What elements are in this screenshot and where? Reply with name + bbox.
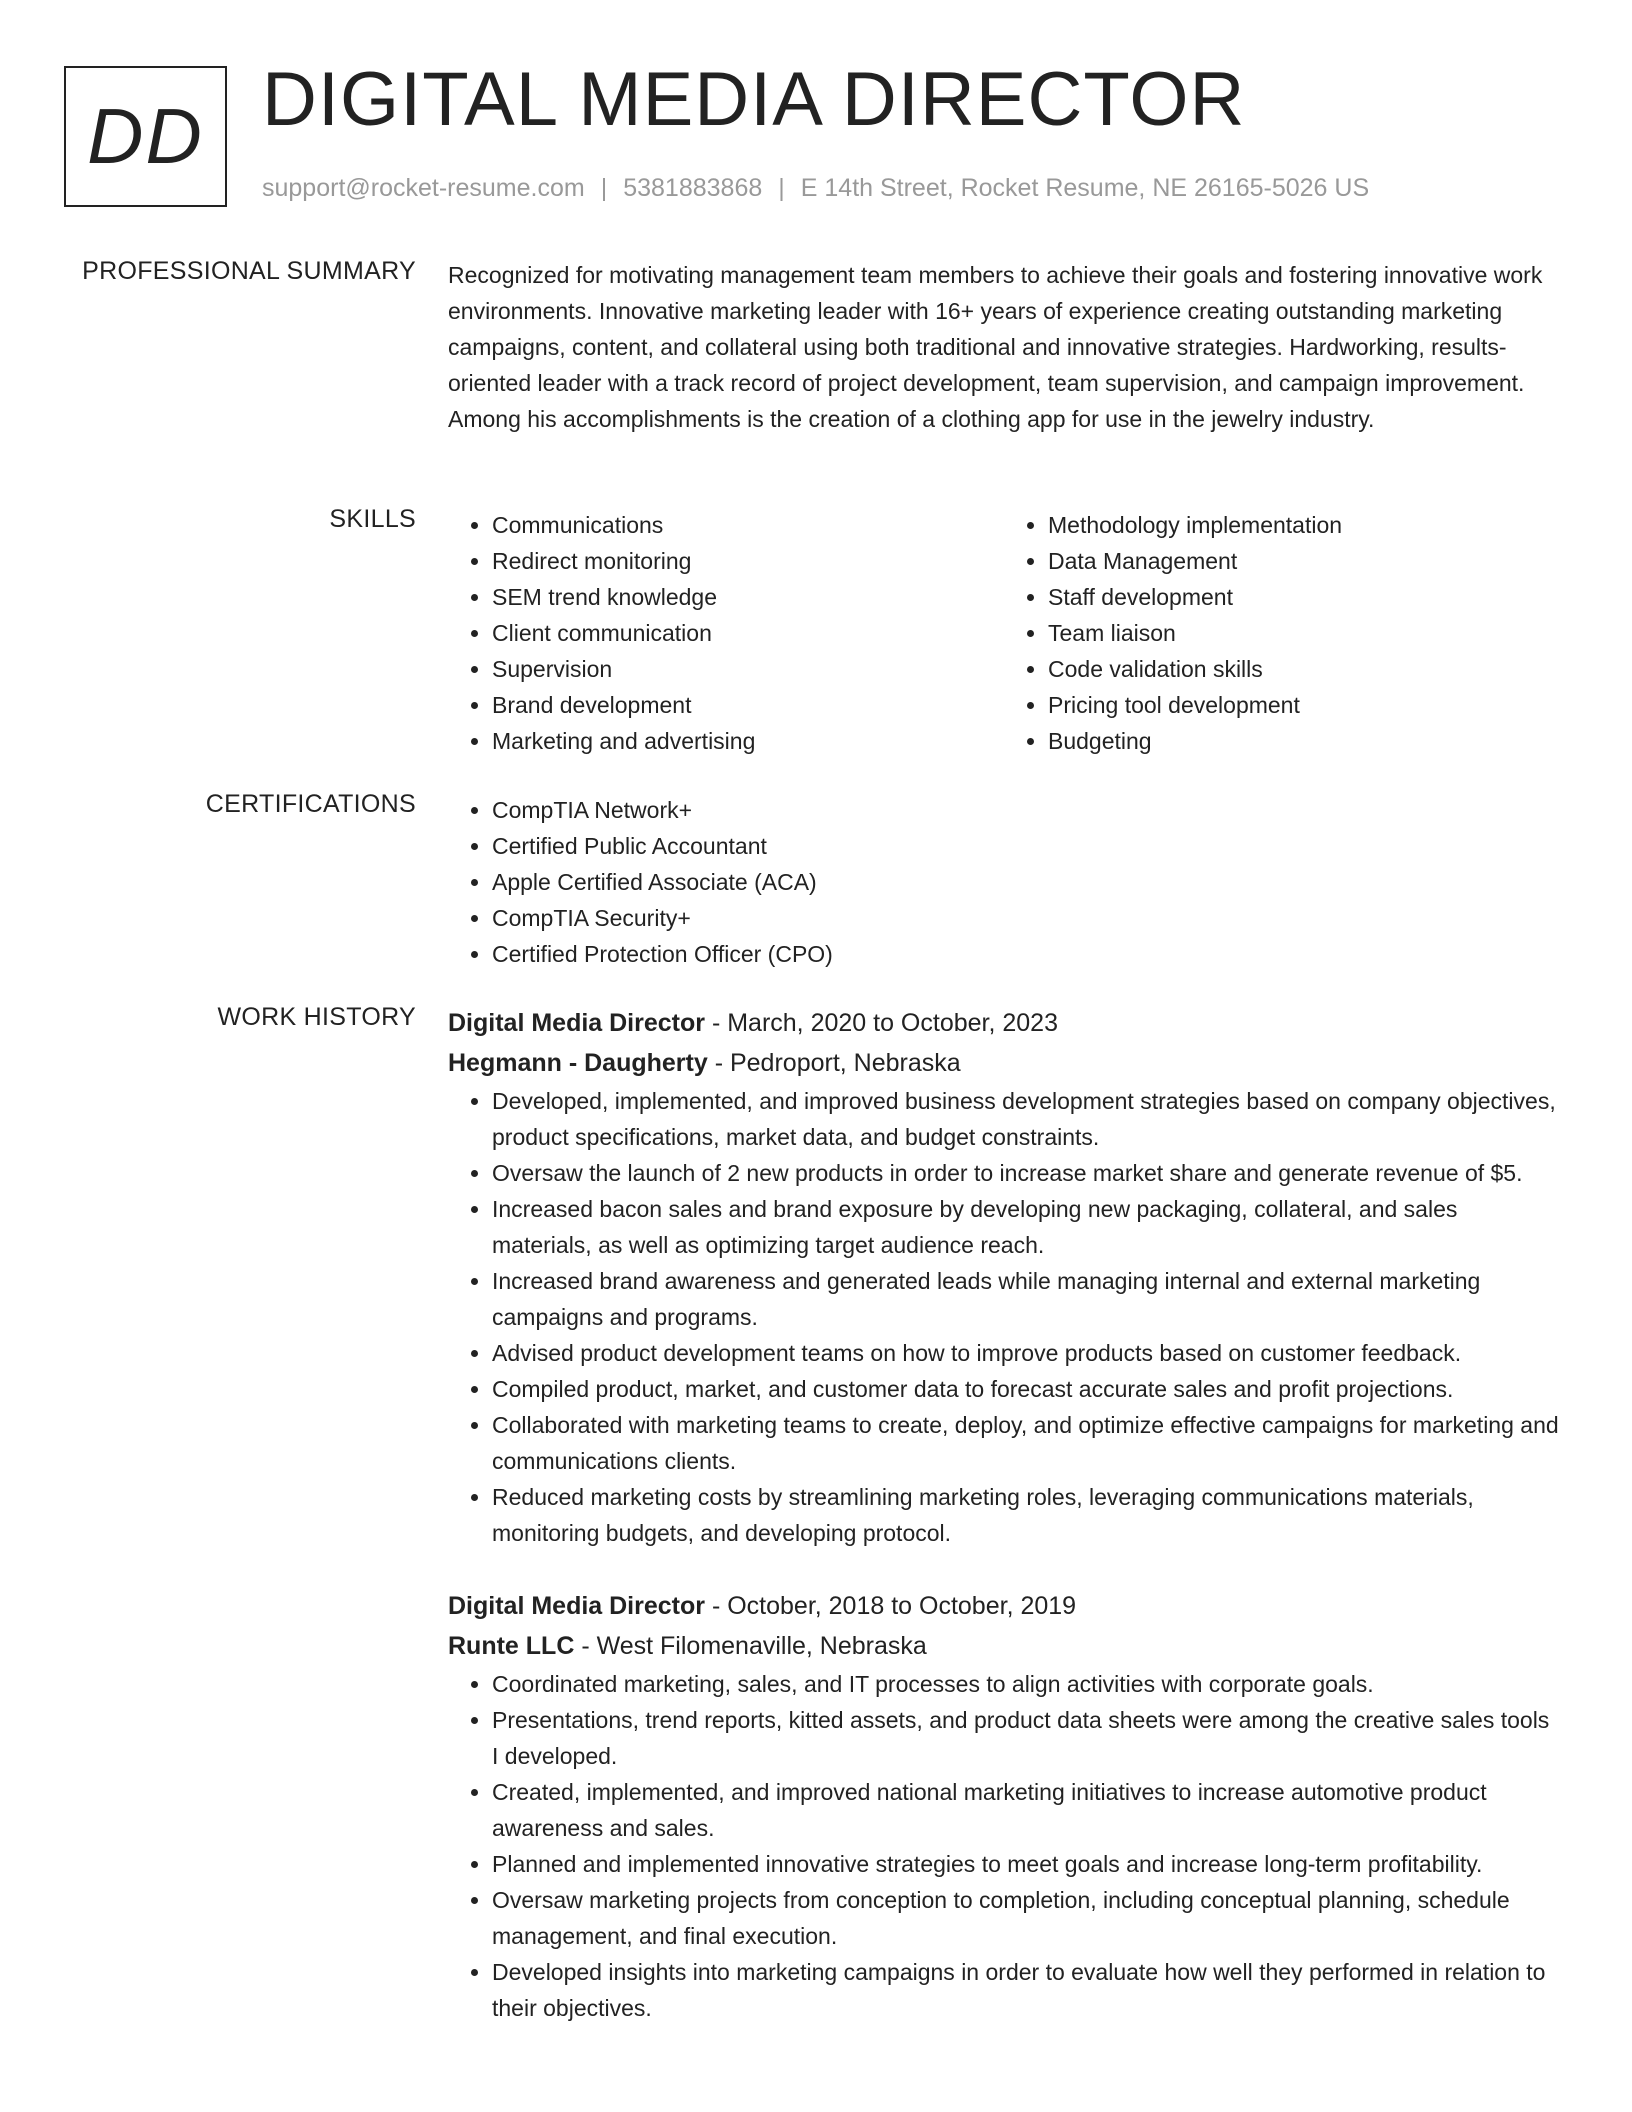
skills-heading: SKILLS [329, 505, 416, 533]
list-item: • Advised product development teams on how to improve products based on customer feedback. [492, 1335, 1560, 1371]
list-item: • Collaborated with marketing teams to create, deploy, and optimize effective campaigns for marketing and communications clients. [492, 1407, 1560, 1479]
job-company: Runte LLC [448, 1632, 575, 1660]
certifications-section [448, 792, 1560, 972]
job-dates: - March, 2020 to October, 2023 [705, 1009, 1058, 1037]
list-item: • Increased bacon sales and brand exposure by developing new packaging, collateral, and sales materials, as well as optimizing target audience reach. [492, 1191, 1560, 1263]
list-item: • Certified Protection Officer (CPO) [492, 936, 1560, 972]
contact-email[interactable]: support@rocket-resume.com [262, 174, 585, 202]
job-location: - West Filomenaville, Nebraska [574, 1632, 927, 1660]
contact-separator: | [600, 174, 608, 202]
summary-text: Recognized for motivating management team members to achieve their goals and fostering innovative work environments. Innovative marketing leader with 16+ years of experience creating outstanding marketing campaigns, content, and collateral using both traditional and innovative strategies. Hardworking, results-oriented leader with a track record of project development, team supervision, and campaign improvement. Among his accomplishments is the creation of a clothing app for use in the jewelry industry. [448, 262, 1543, 432]
skills-list-right [1004, 507, 1560, 759]
list-item: • Budgeting [1048, 723, 1560, 759]
list-item: • Compiled product, market, and customer data to forecast accurate sales and profit projections. [492, 1371, 1560, 1407]
job-bullets [448, 1666, 1560, 2026]
page-title: DIGITAL MEDIA DIRECTOR [262, 57, 1246, 142]
list-item: • Planned and implemented innovative strategies to meet goals and increase long-term profitability. [492, 1846, 1560, 1882]
list-item: • Data Management [1048, 543, 1560, 579]
job-title-line [448, 1586, 1560, 1626]
work-history-heading: WORK HISTORY [217, 1003, 416, 1031]
list-item: • Coordinated marketing, sales, and IT processes to align activities with corporate goals. [492, 1666, 1560, 1702]
list-item: • Marketing and advertising [492, 723, 1004, 759]
work-history-section [448, 1003, 1560, 2026]
list-item: • Staff development [1048, 579, 1560, 615]
list-item: • CompTIA Security+ [492, 900, 1560, 936]
list-item: • Client communication [492, 615, 1004, 651]
list-item: • Reduced marketing costs by streamlining marketing roles, leveraging communications materials, monitoring budgets, and developing protocol. [492, 1479, 1560, 1551]
list-item: • Developed, implemented, and improved business development strategies based on company objectives, product specifications, market data, and budget constraints. [492, 1083, 1560, 1155]
list-item: • Communications [492, 507, 1004, 543]
job-location: - Pedroport, Nebraska [707, 1049, 961, 1077]
list-item: • Developed insights into marketing campaigns in order to evaluate how well they performed in relation to their objectives. [492, 1954, 1560, 2026]
list-item: • SEM trend knowledge [492, 579, 1004, 615]
list-item: • Presentations, trend reports, kitted assets, and product data sheets were among the creative sales tools I developed. [492, 1702, 1560, 1774]
skills-list-left [448, 507, 1004, 759]
job-company-line [448, 1626, 1560, 1666]
list-item: • Team liaison [1048, 615, 1560, 651]
certifications-heading: CERTIFICATIONS [205, 790, 416, 818]
list-item: • Oversaw the launch of 2 new products in order to increase market share and generate revenue of $5. [492, 1155, 1560, 1191]
job-company: Hegmann - Daugherty [448, 1049, 708, 1077]
job-entry [448, 1003, 1560, 1551]
list-item: • Certified Public Accountant [492, 828, 1560, 864]
job-entry [448, 1586, 1560, 2026]
list-item: • Brand development [492, 687, 1004, 723]
list-item: • Increased brand awareness and generated leads while managing internal and external marketing campaigns and programs. [492, 1263, 1560, 1335]
certifications-list [448, 792, 1560, 972]
summary-heading: PROFESSIONAL SUMMARY [82, 257, 416, 285]
contact-line [262, 174, 1369, 203]
list-item: • Code validation skills [1048, 651, 1560, 687]
job-title: Digital Media Director [448, 1592, 705, 1620]
contact-phone[interactable]: 5381883868 [623, 174, 763, 202]
list-item: • Supervision [492, 651, 1004, 687]
list-item: • Redirect monitoring [492, 543, 1004, 579]
contact-address: E 14th Street, Rocket Resume, NE 26165-5026 US [800, 174, 1370, 202]
job-title: Digital Media Director [448, 1009, 705, 1037]
monogram-logo: DD [64, 66, 227, 207]
list-item: • CompTIA Network+ [492, 792, 1560, 828]
contact-separator: | [778, 174, 785, 202]
list-item: • Methodology implementation [1048, 507, 1560, 543]
list-item: • Oversaw marketing projects from conception to completion, including conceptual planning, schedule management, and final execution. [492, 1882, 1560, 1954]
skills-section [448, 507, 1560, 759]
list-item: • Created, implemented, and improved national marketing initiatives to increase automotive product awareness and sales. [492, 1774, 1560, 1846]
job-bullets [448, 1083, 1560, 1551]
job-dates: - October, 2018 to October, 2019 [705, 1592, 1077, 1620]
list-item: • Pricing tool development [1048, 687, 1560, 723]
job-title-line [448, 1003, 1560, 1043]
list-item: • Apple Certified Associate (ACA) [492, 864, 1560, 900]
job-company-line [448, 1043, 1560, 1083]
